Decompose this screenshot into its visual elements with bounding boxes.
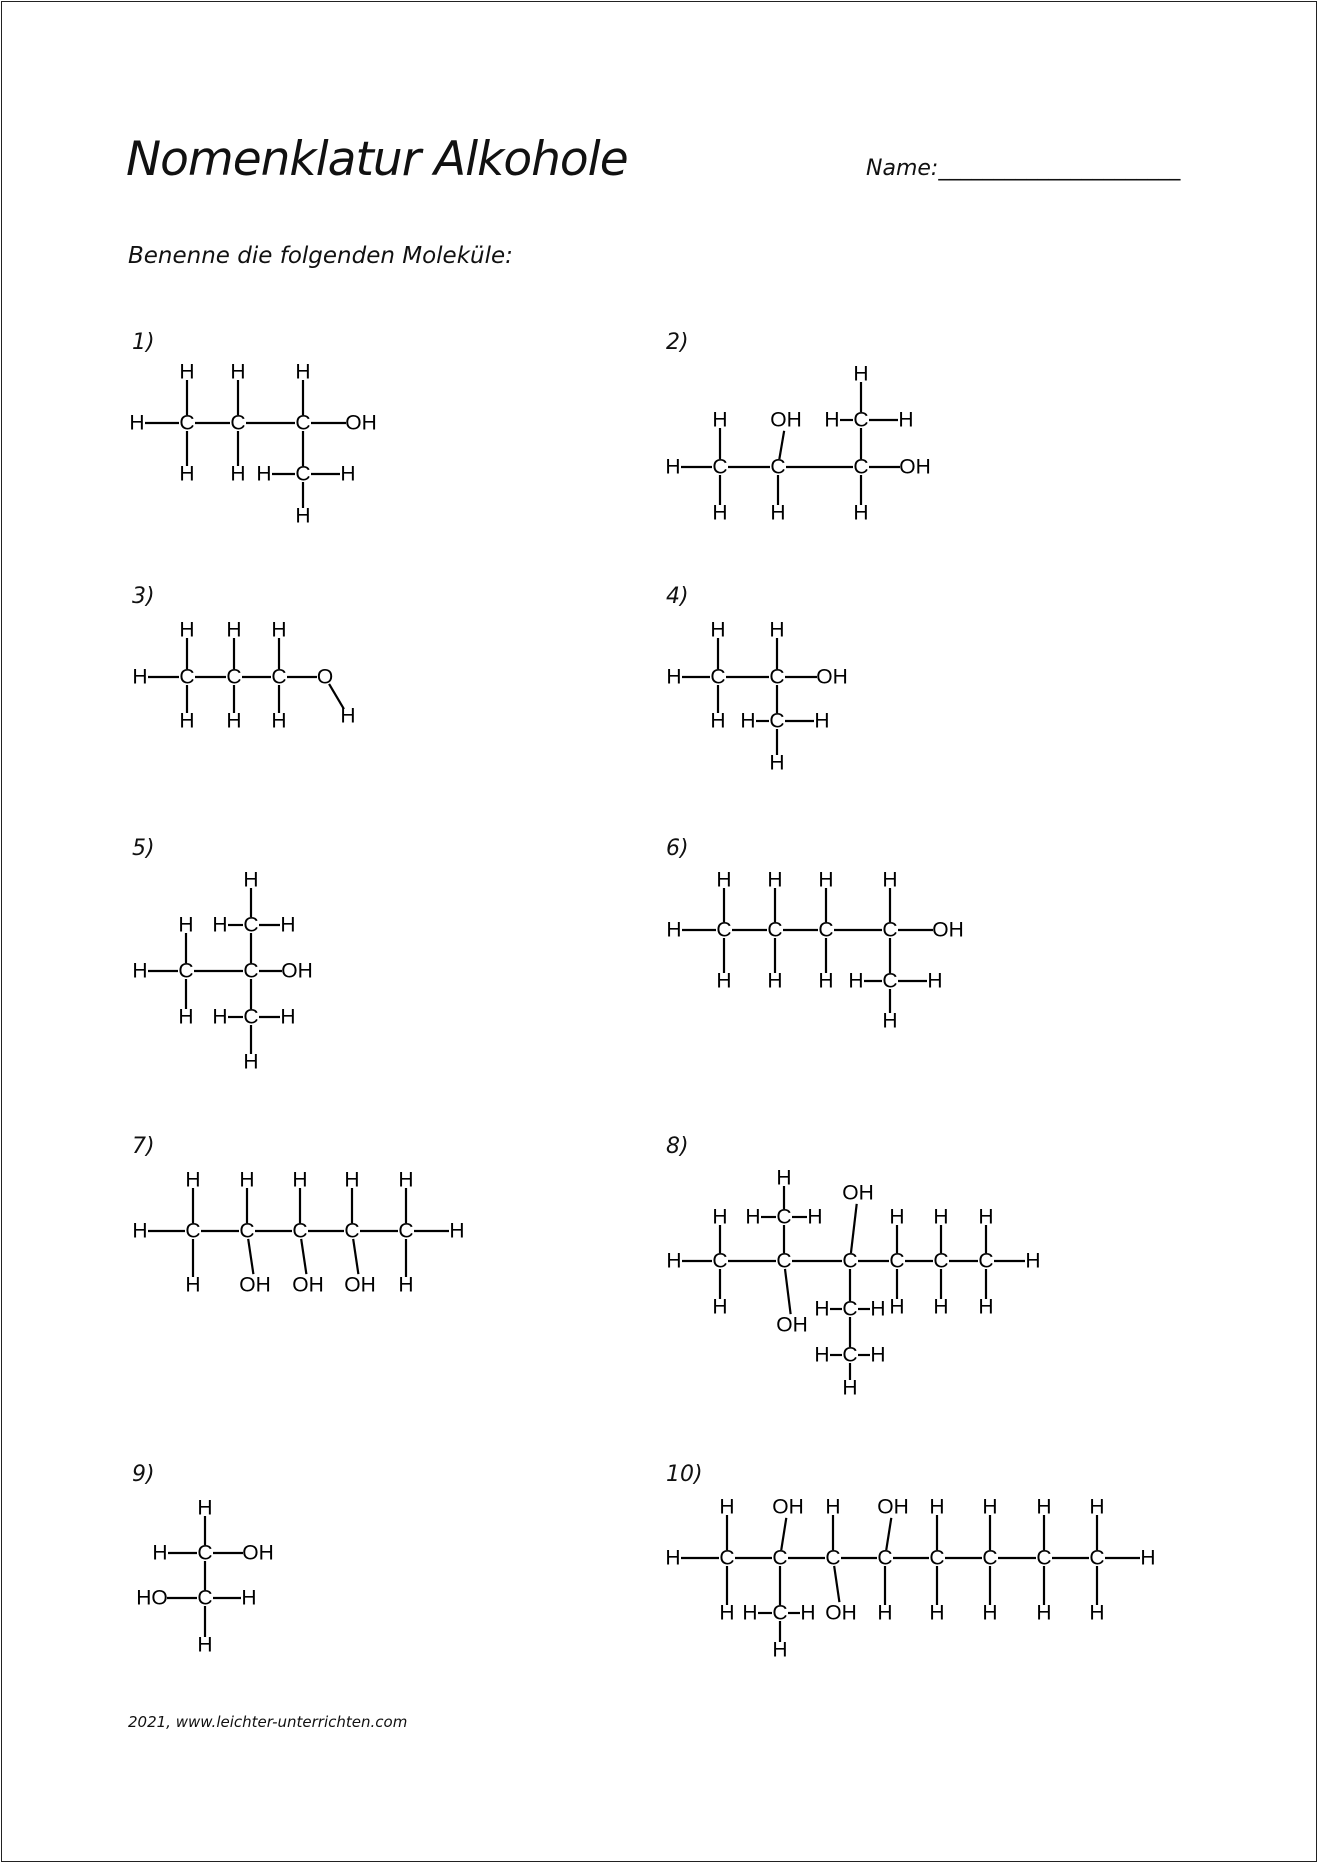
atom-label: OH [825, 1601, 857, 1625]
atom-label: H [889, 1295, 905, 1319]
atom-label: H [933, 1295, 949, 1319]
bond [851, 1204, 857, 1253]
atom-label: H [769, 751, 785, 775]
atom-label: H [1036, 1601, 1052, 1625]
instruction-text: Benenne die folgenden Moleküle: [128, 243, 513, 269]
atom-label: H [740, 709, 756, 733]
atom-label: H [344, 1168, 360, 1192]
atom-label: H [770, 501, 786, 525]
atom-label: H [666, 1249, 682, 1273]
atom-label: C [179, 665, 195, 689]
exercise-number-9: 9) [132, 1462, 155, 1487]
atom-label: H [152, 1541, 168, 1565]
atom-label: C [772, 1601, 788, 1625]
atom-label: H [877, 1601, 893, 1625]
exercise-number-6: 6) [666, 836, 689, 861]
atom-label: OH [292, 1273, 324, 1297]
bond [301, 1239, 306, 1274]
atom-label: H [185, 1168, 201, 1192]
atom-label: C [712, 455, 728, 479]
atom-label: H [1089, 1495, 1105, 1519]
molecule-1 [129, 361, 376, 528]
exercise-number-1: 1) [132, 330, 155, 355]
atom-label: H [719, 1495, 735, 1519]
atom-label: OH [932, 918, 964, 942]
atom-label: H [292, 1168, 308, 1192]
atom-label: OH [344, 1273, 376, 1297]
atom-label: H [818, 868, 834, 892]
atom-label: C [243, 913, 259, 937]
atom-label: C [982, 1546, 998, 1570]
atom-label: OH [770, 408, 802, 432]
atom-label: C [179, 411, 195, 435]
atom-label: C [769, 665, 785, 689]
atom-label: C [712, 1249, 728, 1273]
molecule-9 [136, 1497, 274, 1657]
atom-label: H [776, 1166, 792, 1190]
atom-label: C [842, 1249, 858, 1273]
atom-label: H [767, 969, 783, 993]
atom-label: H [929, 1495, 945, 1519]
atom-label: H [1036, 1495, 1052, 1519]
atom-label: C [882, 969, 898, 993]
atom-label: H [212, 913, 228, 937]
atom-label: C [877, 1546, 893, 1570]
atom-label: H [982, 1601, 998, 1625]
atom-label: C [1089, 1546, 1105, 1570]
atom-label: H [882, 1009, 898, 1033]
atom-label: H [398, 1168, 414, 1192]
atom-label: H [853, 501, 869, 525]
atom-label: H [814, 1297, 830, 1321]
atom-label: C [853, 408, 869, 432]
atom-label: H [929, 1601, 945, 1625]
atom-label: OH [281, 959, 313, 983]
atom-label: C [818, 918, 834, 942]
atom-label: OH [877, 1495, 909, 1519]
atom-label: C [889, 1249, 905, 1273]
atom-label: H [842, 1376, 858, 1400]
atom-label: H [818, 969, 834, 993]
atom-label: C [776, 1249, 792, 1273]
atom-label: H [178, 1005, 194, 1029]
atom-label: H [767, 868, 783, 892]
atom-label: C [710, 665, 726, 689]
bond [781, 1518, 786, 1550]
exercise-number-5: 5) [132, 836, 155, 861]
atom-label: C [719, 1546, 735, 1570]
atom-label: H [449, 1219, 465, 1243]
atom-label: H [179, 709, 195, 733]
atom-label: OH [899, 455, 931, 479]
atom-label: C [842, 1297, 858, 1321]
atom-label: H [271, 709, 287, 733]
molecule-10 [665, 1496, 1155, 1662]
atom-label: C [933, 1249, 949, 1273]
atom-label: C [295, 411, 311, 435]
atom-label: H [178, 913, 194, 937]
footer-credit: 2021, www.leichter-unterrichten.com [128, 1713, 408, 1731]
atom-label: H [665, 1546, 681, 1570]
bond [248, 1239, 253, 1274]
exercise-number-7: 7) [132, 1134, 155, 1159]
atom-label: C [185, 1219, 201, 1243]
atom-label: H [340, 462, 356, 486]
atom-label: H [933, 1205, 949, 1229]
atom-label: H [719, 1601, 735, 1625]
atom-label: C [239, 1219, 255, 1243]
atom-label: OH [772, 1495, 804, 1519]
atom-label: O [316, 665, 334, 689]
atom-label: H [226, 618, 242, 642]
atom-label: H [898, 408, 914, 432]
worksheet-title: Nomenklatur Alkohole [126, 132, 628, 187]
atom-label: H [745, 1205, 761, 1229]
atom-label: H [666, 665, 682, 689]
atom-label: H [978, 1295, 994, 1319]
atom-label: H [280, 913, 296, 937]
atom-label: H [179, 360, 195, 384]
atom-label: H [280, 1005, 296, 1029]
atom-label: H [256, 462, 272, 486]
molecule-8 [666, 1167, 1040, 1400]
atom-label: C [776, 1205, 792, 1229]
atom-label: C [772, 1546, 788, 1570]
exercise-number-3: 3) [132, 584, 155, 609]
atom-label: HO [136, 1586, 168, 1610]
atom-label: H [243, 868, 259, 892]
atom-label: C [295, 462, 311, 486]
atom-label: H [716, 969, 732, 993]
atom-label: H [271, 618, 287, 642]
exercise-number-8: 8) [666, 1134, 689, 1159]
atom-label: C [178, 959, 194, 983]
atom-label: H [295, 504, 311, 528]
atom-label: H [889, 1205, 905, 1229]
atom-label: H [340, 704, 356, 728]
atom-label: H [772, 1638, 788, 1662]
atom-label: C [1036, 1546, 1052, 1570]
atom-label: H [230, 462, 246, 486]
atom-label: H [716, 868, 732, 892]
atom-label: OH [242, 1541, 274, 1565]
atom-label: H [769, 618, 785, 642]
atom-label: C [197, 1541, 213, 1565]
atom-label: C [226, 665, 242, 689]
atom-label: H [197, 1633, 213, 1657]
exercise-number-2: 2) [666, 330, 689, 355]
atom-label: C [767, 918, 783, 942]
atom-label: H [239, 1168, 255, 1192]
atom-label: H [882, 868, 898, 892]
atom-label: H [982, 1495, 998, 1519]
atom-label: H [243, 1050, 259, 1074]
atom-label: H [1025, 1249, 1041, 1273]
atom-label: H [712, 408, 728, 432]
atom-label: OH [842, 1181, 874, 1205]
atom-label: H [179, 618, 195, 642]
atom-label: H [666, 918, 682, 942]
atom-label: H [241, 1586, 257, 1610]
atom-label: C [929, 1546, 945, 1570]
exercise-number-10: 10) [666, 1462, 703, 1487]
atom-label: H [132, 665, 148, 689]
atom-label: H [179, 462, 195, 486]
atom-label: H [212, 1005, 228, 1029]
molecule-7 [132, 1169, 464, 1297]
atom-label: H [710, 618, 726, 642]
atom-label: H [848, 969, 864, 993]
atom-label: C [230, 411, 246, 435]
atom-label: OH [345, 411, 377, 435]
exercise-number-4: 4) [666, 584, 689, 609]
atom-label: H [927, 969, 943, 993]
atom-label: OH [776, 1313, 808, 1337]
atom-label: H [665, 455, 681, 479]
atom-label: H [870, 1297, 886, 1321]
atom-label: H [712, 501, 728, 525]
atom-label: C [769, 709, 785, 733]
atom-label: H [712, 1205, 728, 1229]
atom-label: H [1089, 1601, 1105, 1625]
atom-label: H [825, 1495, 841, 1519]
atom-label: C [853, 455, 869, 479]
atom-label: H [230, 360, 246, 384]
atom-label: C [344, 1219, 360, 1243]
atom-label: H [814, 709, 830, 733]
atom-label: C [243, 959, 259, 983]
molecule-3 [132, 619, 355, 733]
atom-label: OH [816, 665, 848, 689]
atom-label: C [716, 918, 732, 942]
atom-label: H [132, 1219, 148, 1243]
atom-label: H [710, 709, 726, 733]
bond [886, 1518, 891, 1550]
atom-label: H [129, 411, 145, 435]
atom-label: H [853, 362, 869, 386]
name-field-label: Name:______________________ [866, 156, 1181, 181]
molecule-2 [665, 363, 930, 525]
atom-label: H [226, 709, 242, 733]
atom-label: H [978, 1205, 994, 1229]
atom-label: H [197, 1496, 213, 1520]
atom-label: H [807, 1205, 823, 1229]
atom-label: H [800, 1601, 816, 1625]
atom-label: C [978, 1249, 994, 1273]
atom-label: C [842, 1343, 858, 1367]
atom-label: H [185, 1273, 201, 1297]
atom-label: OH [239, 1273, 271, 1297]
atom-label: C [398, 1219, 414, 1243]
atom-label: C [271, 665, 287, 689]
atom-label: C [243, 1005, 259, 1029]
bond [834, 1566, 839, 1602]
atom-label: C [197, 1586, 213, 1610]
atom-label: H [870, 1343, 886, 1367]
atom-label: H [398, 1273, 414, 1297]
molecule-4 [666, 619, 847, 775]
atom-label: C [825, 1546, 841, 1570]
atom-label: H [712, 1295, 728, 1319]
atom-label: H [814, 1343, 830, 1367]
atom-label: H [1140, 1546, 1156, 1570]
bond [353, 1239, 358, 1274]
atom-label: H [132, 959, 148, 983]
molecule-5 [132, 869, 312, 1074]
atom-label: C [882, 918, 898, 942]
atom-label: C [292, 1219, 308, 1243]
molecule-6 [666, 869, 963, 1033]
atom-label: C [770, 455, 786, 479]
bond [785, 1269, 791, 1314]
atom-label: H [295, 360, 311, 384]
atom-label: H [742, 1601, 758, 1625]
atom-label: H [824, 408, 840, 432]
